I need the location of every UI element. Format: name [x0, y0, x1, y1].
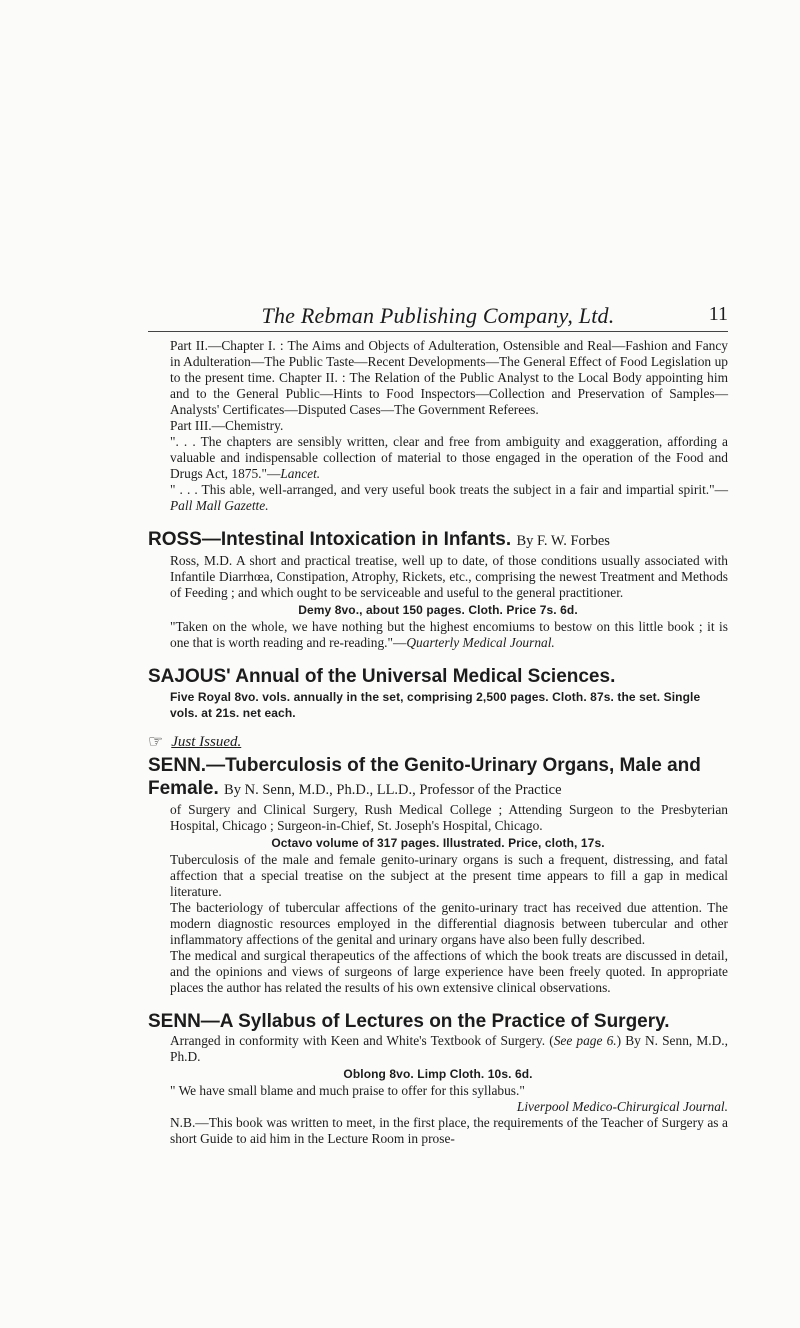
- entry-details: Five Royal 8vo. vols. annually in the set, comprising 2,500 pages. Cloth. 87s. the set. Single vols. at 21s. net each.: [170, 690, 701, 720]
- review-source: Pall Mall Gazette.: [170, 498, 269, 513]
- see-page-reference: See page 6.: [553, 1033, 617, 1048]
- review-source: Quarterly Medical Journal.: [406, 635, 555, 650]
- pointing-hand-icon: ☞: [148, 732, 164, 751]
- entry-heading: SAJOUS' Annual of the Universal Medical Sciences.: [148, 666, 616, 687]
- entry-description: of Surgery and Clinical Surgery, Rush Medical College ; Attending Surgeon to the Presbyterian Hospital, Chicago ; Surgeon-in-Chief, St. Joseph's Hospital, Chicago.: [170, 802, 728, 833]
- entry-senn-syllabus: [148, 1010, 728, 1147]
- review-quote-text: " . . . This able, well-arranged, and very useful book treats the subject in a fair and impartial spirit."—: [170, 482, 728, 497]
- header-rule: [148, 331, 728, 332]
- entry-details: Octavo volume of 317 pages. Illustrated. Price, cloth, 17s.: [271, 836, 605, 850]
- entry-title: SENN.—Tuberculosis of the Genito-Urinary Organs, Male and Female.: [148, 755, 701, 799]
- just-issued-label: Just Issued.: [171, 734, 242, 750]
- review-quote-text: " We have small blame and much praise to offer for this syllabus.": [170, 1083, 525, 1098]
- entry-details: Oblong 8vo. Limp Cloth. 10s. 6d.: [343, 1067, 533, 1081]
- review-quote-text: ". . . The chapters are sensibly written, clear and free from ambiguity and exaggeration, affording a valuable and indispensable collection of material to those engaged in the operation of the Food and Drugs Act, 1875."—: [170, 434, 728, 481]
- review-quote-lancet: [148, 434, 728, 482]
- entry-note: N.B.—This book was written to meet, in the first place, the requirements of the Teacher of Surgery as a short Guide to aid him in the Lecture Room in prose-: [170, 1115, 728, 1146]
- review-source: Lancet.: [280, 466, 321, 481]
- entry-heading: [148, 528, 728, 553]
- review-quote-pall-mall: [148, 482, 728, 514]
- entry-heading: [148, 754, 728, 802]
- just-issued-notice: [148, 734, 728, 750]
- review-source: Liverpool Medico-Chirurgical Journal.: [516, 1099, 728, 1114]
- book-catalogue-page: [148, 0, 728, 1328]
- running-head: [148, 303, 728, 329]
- page-number: 11: [708, 303, 728, 325]
- entry-paragraph: Tuberculosis of the male and female genito-urinary organs is such a frequent, distressing, and fatal affection that a special treatise on the subject at the present time appears to fill a gap in medical literature.: [170, 852, 728, 899]
- entry-description: Ross, M.D. A short and practical treatise, well up to date, of those conditions usually associated with Infantile Diarrhœa, Constipation, Atrophy, Rickets, etc., comprising the newest Treatment and Methods of Feeding ; and which ought to be serviceable and useful to the general practitioner.: [170, 553, 728, 600]
- contents-part-2: Part II.—Chapter I. : The Aims and Objects of Adulteration, Ostensible and Real—Fashion and Fancy in Adulteration—The Public Taste—Recent Developments—The General Effect of Food Legislation up to the present time. Chapter II. : The Relation of the Public Analyst to the Local Body appointing him and to the General Public—Hints to Food Inspectors—Collection and Preservation of Samples—Analysts' Certificates—Disputed Cases—The Government Referees.: [170, 338, 728, 417]
- running-head-title: The Rebman Publishing Company, Ltd.: [261, 303, 615, 328]
- entry-heading: SENN—A Syllabus of Lectures on the Practice of Surgery.: [148, 1011, 670, 1032]
- entry-sajous: [148, 665, 728, 721]
- entry-byline: By N. Senn, M.D., Ph.D., LL.D., Professor of the Practice: [224, 782, 562, 798]
- entry-paragraph: The medical and surgical therapeutics of the affections of which the book treats are discussed in detail, and the opinions and views of surgeons of large experience have been freely quoted. In appropriate places the author has related the results of his own extensive clinical observations.: [170, 948, 728, 995]
- review-quote-text: "Taken on the whole, we have nothing but the highest encomiums to bestow on this little book ; it is one that is worth reading and re-reading."—: [170, 619, 728, 650]
- entry-byline: By F. W. Forbes: [516, 533, 610, 549]
- contents-continuation: [148, 338, 728, 514]
- entry-ross: [148, 528, 728, 651]
- review-quote: [148, 619, 728, 651]
- catalogue-body: [148, 338, 728, 1147]
- entry-details: Demy 8vo., about 150 pages. Cloth. Price 7s. 6d.: [298, 603, 578, 617]
- entry-title: ROSS—Intestinal Intoxication in Infants.: [148, 529, 512, 550]
- entry-paragraph: The bacteriology of tubercular affections of the genito-urinary tract has received due attention. The modern diagnostic resources employed in the differential diagnosis between tubercular and other inflammatory affections of the genital and urinary organs have also been fully described.: [170, 900, 728, 947]
- entry-description: Arranged in conformity with Keen and White's Textbook of Surgery. (See page 6.) By N. Senn, M.D., Ph.D.: [170, 1033, 728, 1064]
- entry-senn-tuberculosis: [148, 754, 728, 996]
- contents-part-3: Part III.—Chemistry.: [170, 418, 284, 433]
